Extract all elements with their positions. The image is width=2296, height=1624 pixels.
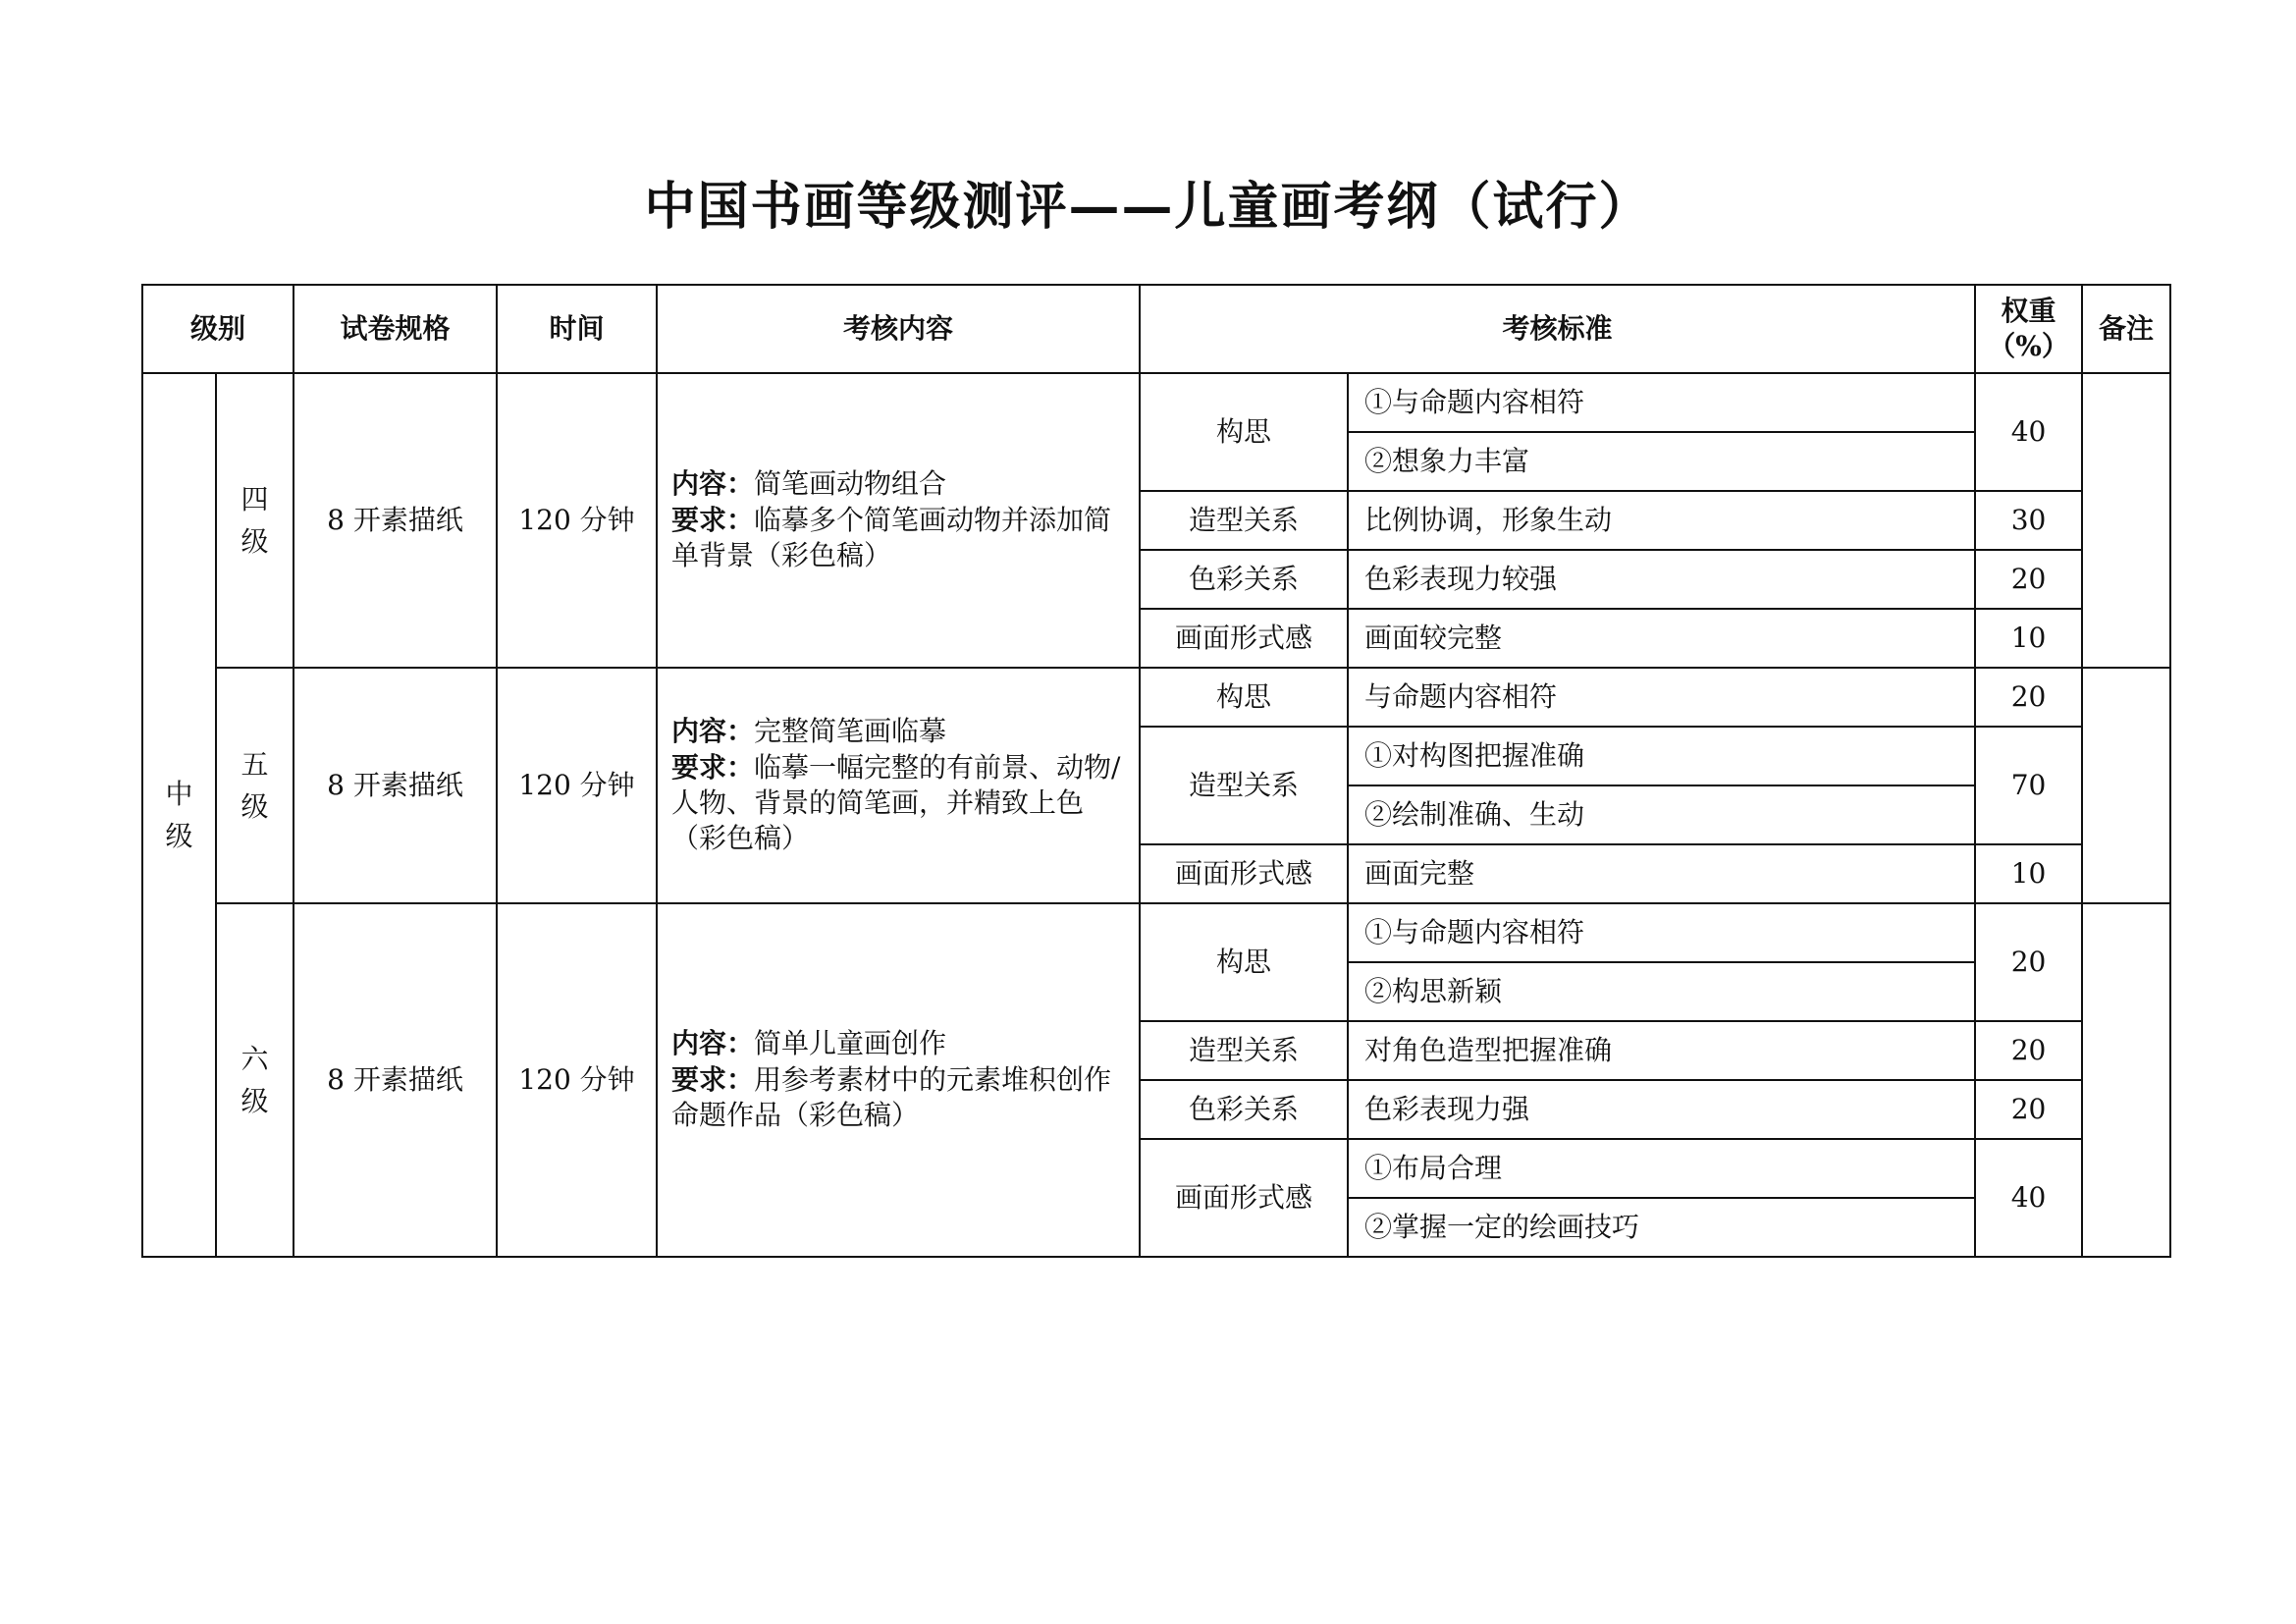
level-time: 120 分钟 bbox=[497, 903, 657, 1257]
remark-cell bbox=[2082, 668, 2170, 903]
require-text: 临摹一幅完整的有前景、动物/人物、背景的简笔画，并精致上色（彩色稿） bbox=[671, 750, 1121, 855]
level-name-cell bbox=[216, 373, 294, 668]
criterion-name: 画面形式感 bbox=[1140, 844, 1348, 903]
criterion-name: 造型关系 bbox=[1140, 727, 1348, 844]
header-time: 时间 bbox=[497, 285, 657, 373]
require-label: 要求： bbox=[671, 750, 755, 784]
criterion-item: 色彩表现力强 bbox=[1348, 1080, 1975, 1139]
level-name-line2: 级 bbox=[240, 1085, 269, 1117]
criterion-item: 对角色造型把握准确 bbox=[1348, 1021, 1975, 1080]
content-label: 内容： bbox=[671, 715, 755, 748]
criterion-name: 色彩关系 bbox=[1140, 550, 1348, 609]
syllabus-table bbox=[141, 284, 2171, 1258]
group-cell bbox=[142, 373, 216, 1257]
header-spec: 试卷规格 bbox=[294, 285, 497, 373]
level-time: 120 分钟 bbox=[497, 373, 657, 668]
content-label: 内容： bbox=[671, 1027, 755, 1060]
criterion-weight: 70 bbox=[1975, 727, 2082, 844]
level-name-cell bbox=[216, 903, 294, 1257]
level-spec: 8 开素描纸 bbox=[294, 668, 497, 903]
criterion-weight: 10 bbox=[1975, 844, 2082, 903]
criterion-name: 色彩关系 bbox=[1140, 1080, 1348, 1139]
criterion-item: ②构思新颖 bbox=[1348, 962, 1975, 1021]
level-spec: 8 开素描纸 bbox=[294, 903, 497, 1257]
header-content: 考核内容 bbox=[657, 285, 1140, 373]
require-label: 要求： bbox=[671, 503, 755, 536]
header-remark: 备注 bbox=[2082, 285, 2170, 373]
criterion-item: 比例协调，形象生动 bbox=[1348, 491, 1975, 550]
level-name-line1: 四 bbox=[240, 482, 269, 515]
criterion-name: 构思 bbox=[1140, 668, 1348, 727]
require-text: 临摹多个简笔画动物并添加简单背景（彩色稿） bbox=[671, 503, 1112, 572]
content-text: 简笔画动物组合 bbox=[754, 467, 947, 501]
criterion-item: 色彩表现力较强 bbox=[1348, 550, 1975, 609]
group-name-line1: 中 bbox=[165, 777, 193, 810]
level-spec: 8 开素描纸 bbox=[294, 373, 497, 668]
criterion-item: ①对构图把握准确 bbox=[1348, 727, 1975, 785]
level-name-line1: 五 bbox=[240, 747, 269, 781]
criterion-name: 画面形式感 bbox=[1140, 1139, 1348, 1257]
level-name-line2: 级 bbox=[240, 525, 269, 558]
criterion-item: ①与命题内容相符 bbox=[1348, 903, 1975, 962]
criterion-name: 构思 bbox=[1140, 903, 1348, 1021]
content-text: 完整简笔画临摹 bbox=[754, 715, 947, 748]
criterion-weight: 40 bbox=[1975, 1139, 2082, 1257]
criterion-item: 画面完整 bbox=[1348, 844, 1975, 903]
criterion-name: 构思 bbox=[1140, 373, 1348, 491]
criterion-item: ②绘制准确、生动 bbox=[1348, 785, 1975, 844]
criterion-weight: 20 bbox=[1975, 1080, 2082, 1139]
criterion-item: 与命题内容相符 bbox=[1348, 668, 1975, 727]
level-content bbox=[657, 903, 1140, 1257]
criterion-name: 画面形式感 bbox=[1140, 609, 1348, 668]
criterion-item: ②掌握一定的绘画技巧 bbox=[1348, 1198, 1975, 1257]
criterion-item: ①布局合理 bbox=[1348, 1139, 1975, 1198]
criterion-item: 画面较完整 bbox=[1348, 609, 1975, 668]
level-content bbox=[657, 668, 1140, 903]
criterion-weight: 20 bbox=[1975, 668, 2082, 727]
group-name-line2: 级 bbox=[165, 820, 193, 852]
header-level: 级别 bbox=[142, 285, 294, 373]
criterion-name: 造型关系 bbox=[1140, 1021, 1348, 1080]
criterion-weight: 20 bbox=[1975, 1021, 2082, 1080]
criterion-weight: 30 bbox=[1975, 491, 2082, 550]
level-name-line1: 六 bbox=[240, 1042, 269, 1075]
page-title: 中国书画等级测评——儿童画考纲（试行） bbox=[644, 177, 1652, 237]
level-time: 120 分钟 bbox=[497, 668, 657, 903]
level-name-cell bbox=[216, 668, 294, 903]
header-weight-line2: （%） bbox=[1988, 330, 2069, 362]
criterion-item: ②想象力丰富 bbox=[1348, 432, 1975, 491]
require-label: 要求： bbox=[671, 1062, 755, 1096]
criterion-weight: 10 bbox=[1975, 609, 2082, 668]
header-weight-line1: 权重 bbox=[2001, 294, 2056, 327]
header-weight bbox=[1975, 285, 2082, 373]
header-standard: 考核标准 bbox=[1140, 285, 1975, 373]
content-text: 简单儿童画创作 bbox=[754, 1027, 947, 1060]
criterion-weight: 20 bbox=[1975, 903, 2082, 1021]
level-content bbox=[657, 373, 1140, 668]
criterion-weight: 20 bbox=[1975, 550, 2082, 609]
level-name-line2: 级 bbox=[240, 790, 269, 823]
criterion-item: ①与命题内容相符 bbox=[1348, 373, 1975, 432]
require-text: 用参考素材中的元素堆积创作命题作品（彩色稿） bbox=[671, 1062, 1112, 1132]
header-row bbox=[142, 285, 2170, 373]
remark-cell bbox=[2082, 373, 2170, 668]
remark-cell bbox=[2082, 903, 2170, 1257]
criterion-weight: 40 bbox=[1975, 373, 2082, 491]
content-label: 内容： bbox=[671, 467, 755, 501]
criterion-name: 造型关系 bbox=[1140, 491, 1348, 550]
